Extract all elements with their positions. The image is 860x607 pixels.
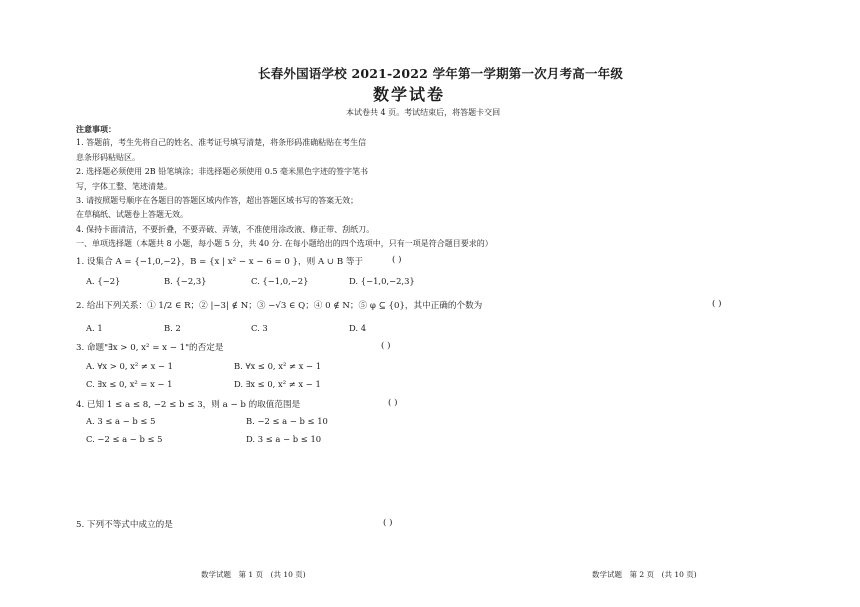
question-4-option-a: A. 3 ≤ a − b ≤ 5: [86, 416, 156, 426]
instruction-line: 1. 答题前，考生先将自己的姓名、准考证号填写清楚，将条形码准确粘贴在考生信: [76, 138, 367, 147]
question-2-answer-bracket: ( ): [712, 299, 722, 309]
instructions-heading: 注意事项：: [76, 124, 116, 134]
question-2-option-c: C. 3: [251, 323, 268, 333]
question-3-stem: 3. 命题"∃x > 0, x² = x − 1"的否定是: [76, 343, 224, 353]
question-3-option-c: C. ∃x ≤ 0, x² = x − 1: [86, 379, 173, 389]
question-1-option-c: C. {−1,0,−2}: [251, 276, 309, 286]
instruction-line: 息条形码粘贴区。: [76, 153, 140, 162]
question-2-option-b: B. 2: [164, 323, 181, 333]
question-5-stem: 5. 下列不等式中成立的是: [76, 520, 173, 530]
question-2-option-d: D. 4: [349, 323, 367, 333]
question-4-answer-bracket: ( ): [388, 398, 398, 408]
question-2-stem: 2. 给出下列关系：① 1/2 ∈ R；② |−3| ∉ N；③ −√3 ∈ Q；④ 0 ∉ N；⑤ φ ⊆ {0}，其中正确的个数为: [76, 301, 483, 311]
page-count-note: 本试卷共 4 页。考试结束后，将答题卡交回: [346, 108, 501, 117]
question-1-option-d: D. {−1,0,−2,3}: [349, 276, 415, 286]
question-1-option-a: A. {−2}: [86, 276, 121, 286]
question-1-stem: 1. 设集合 A = {−1,0,−2}，B = {x | x² − x − 6 = 0 }，则 A ∪ B 等于: [76, 257, 364, 267]
question-1-answer-bracket: ( ): [392, 255, 402, 265]
question-5-answer-bracket: ( ): [383, 518, 393, 528]
question-2-option-a: A. 1: [86, 323, 103, 333]
question-4-stem: 4. 已知 1 ≤ a ≤ 8, −2 ≤ b ≤ 3，则 a − b 的取值范围是: [76, 400, 301, 410]
question-4-option-c: C. −2 ≤ a − b ≤ 5: [86, 434, 163, 444]
subject-title: 数学试卷: [373, 85, 446, 104]
question-3-option-d: D. ∃x ≤ 0, x² ≠ x − 1: [234, 379, 321, 389]
question-3-option-a: A. ∀x > 0, x² ≠ x − 1: [86, 361, 173, 371]
footer-right-page-number: 数学试题 第 2 页 (共 10 页): [592, 570, 697, 579]
instruction-line: 4. 保持卡面清洁，不要折叠，不要弄破、弄皱，不准使用涂改液、修正带、刮纸刀。: [76, 225, 375, 234]
instruction-line: 在草稿纸、试题卷上答题无效。: [76, 210, 188, 219]
section-heading: 一、单项选择题（本题共 8 小题，每小题 5 分，共 40 分. 在每小题给出的四个选项中，只有一项是符合题目要求的）: [76, 239, 493, 248]
question-4-option-b: B. −2 ≤ a − b ≤ 10: [246, 416, 328, 426]
instruction-line: 3. 请按照题号顺序在各题目的答题区域内作答，超出答题区域书写的答案无效；: [76, 196, 359, 205]
question-4-option-d: D. 3 ≤ a − b ≤ 10: [246, 434, 322, 444]
question-3-answer-bracket: ( ): [381, 341, 391, 351]
school-title: 长春外国语学校 2021-2022 学年第一学期第一次月考高一年级: [258, 66, 624, 81]
question-3-option-b: B. ∀x ≤ 0, x² ≠ x − 1: [234, 361, 322, 371]
instruction-line: 写，字体工整、笔迹清楚。: [76, 182, 172, 191]
footer-left-page-number: 数学试题 第 1 页 (共 10 页): [201, 570, 306, 579]
question-1-option-b: B. {−2,3}: [164, 276, 207, 286]
instruction-line: 2. 选择题必须使用 2B 铅笔填涂；非选择题必须使用 0.5 毫米黑色字迹的签字笔书: [76, 167, 369, 176]
